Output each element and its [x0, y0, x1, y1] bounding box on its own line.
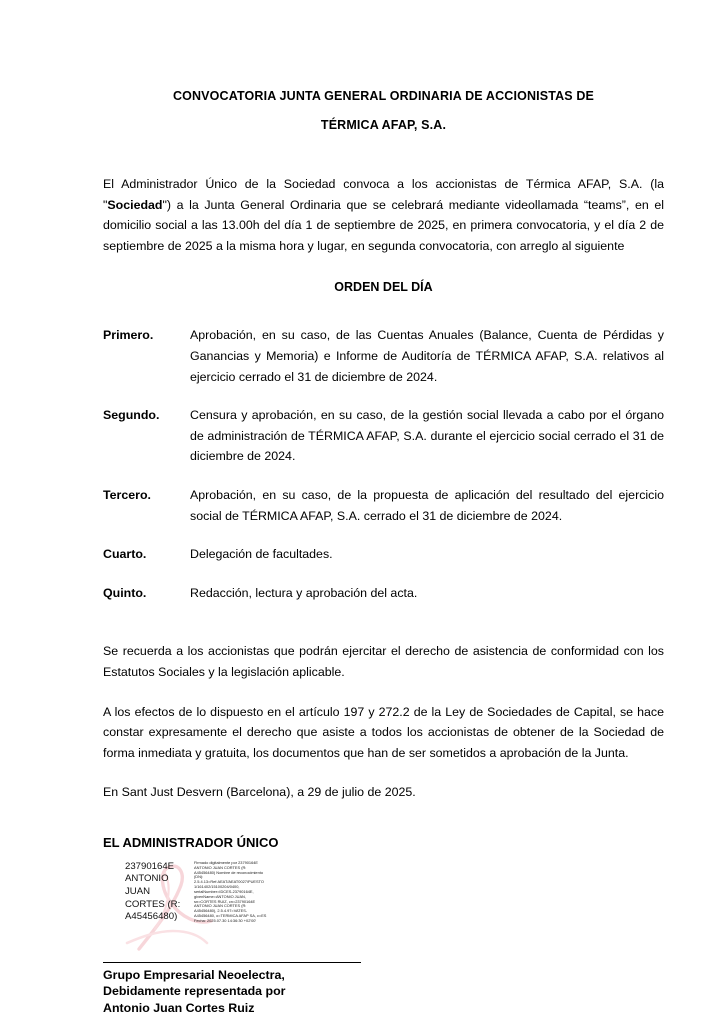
place-and-date: En Sant Just Desvern (Barcelona), a 29 de julio de 2025. [103, 785, 416, 800]
agenda-item-tercero [103, 485, 664, 526]
document-content [103, 0, 664, 1016]
intro-bold-term: Sociedad [107, 197, 163, 212]
agenda-item-quinto [103, 583, 664, 604]
agenda-list [103, 294, 664, 603]
agenda-item-label: Cuarto. [103, 547, 147, 562]
signature-representative-name: Antonio Juan Cortes Ruiz [103, 1000, 255, 1015]
agenda-item-segundo [103, 405, 664, 467]
agenda-item-label: Quinto. [103, 585, 147, 600]
agenda-item-text: Aprobación, en su caso, de las Cuentas Anuales (Balance, Cuenta de Pérdidas y Ganancias y Memoria) e Informe de Auditoría de TÉRMICA AFAP, S.A. relativos al ejercicio cerrado el 31 de diciembre de 2024. [190, 328, 664, 384]
intro-paragraph [103, 140, 664, 256]
signature-footer [103, 963, 664, 1017]
agenda-item-label: Segundo. [103, 408, 160, 423]
closing-paragraph-1: Se recuerda a los accionistas que podrán ejercitar el derecho de asistencia de conformidad con los Estatutos Sociales y la legislación aplicable. [103, 644, 664, 679]
esignature-signer-name: 23790164E ANTONIO JUAN CORTES (R: A45456480) [125, 860, 181, 923]
agenda-item-primero [103, 325, 664, 387]
agenda-item-text: Redacción, lectura y aprobación del acta. [190, 585, 418, 600]
signature-company: Grupo Empresarial Neoelectra, [103, 967, 285, 982]
signature-heading: EL ADMINISTRADOR ÚNICO [103, 834, 279, 850]
digital-signature-block [125, 861, 267, 953]
esignature-details: Firmado digitalmente por 23790164E ANTONIO JUAN CORTES (R: A45456480) Nombre de reconocimiento (DN): 2.5.4.13=Ref:AEAT/AEAT0027/PUESTO 1/161402/15100204/0400, serialNumber=IDCES-23790164E, givenName=ANTONIO JUAN, sn=CORTES RUIZ, cn=23790164E ANTONIO JUAN CORTES (R: A45456480), 2.5.4.97=VATES-A45456480, o=TERMICA AFAP SA, c=ES Fecha: 2025.07.30 14:36:30 +02'00' [194, 860, 267, 923]
agenda-item-text: Aprobación, en su caso, de la propuesta de aplicación del resultado del ejercicio social de TÉRMICA AFAP, S.A. cerrado el 31 de diciembre de 2024. [190, 487, 664, 523]
agenda-item-cuarto [103, 544, 664, 565]
agenda-item-text: Delegación de facultades. [190, 547, 333, 562]
closing-section [103, 621, 664, 803]
agenda-item-label: Tercero. [103, 487, 151, 502]
esignature-stamp [125, 861, 267, 953]
signature-representation: Debidamente representada por [103, 984, 286, 999]
page-title-line-1: CONVOCATORIA JUNTA GENERAL ORDINARIA DE ACCIONISTAS DE [172, 89, 595, 103]
page-title-line-2: TÉRMICA AFAP, S.A. [320, 118, 447, 132]
intro-text-part-2: ") a la Junta General Ordinaria que se celebrará mediante videollamada “teams”, en el domicilio social a las 13.00h del día 1 de septiembre de 2025, en primera convocatoria, y el día 2 de septiembre de 2025 a la misma hora y lugar, en segunda convocatoria, con arreglo al siguiente [103, 197, 664, 253]
closing-paragraph-2: A los efectos de lo dispuesto en el artículo 197 y 272.2 de la Ley de Sociedades de Capital, se hace constar expresamente el derecho que asiste a todos los accionistas de obtener de la Sociedad de forma inmediata y gratuita, los documentos que han de ser sometidos a aprobación de la Junta. [103, 704, 664, 760]
intro-text-part-1: El Administrador Único de la Sociedad convoca a los accionistas de Térmica AFAP, S.A. (la " [103, 177, 664, 212]
agenda-item-label: Primero. [103, 328, 154, 343]
agenda-item-text: Censura y aprobación, en su caso, de la gestión social llevada a cabo por el órgano de administración de TÉRMICA AFAP, S.A. durante el ejercicio social cerrado el 31 de diciembre de 2024. [190, 408, 664, 464]
agenda-heading: ORDEN DEL DÍA [334, 280, 433, 295]
